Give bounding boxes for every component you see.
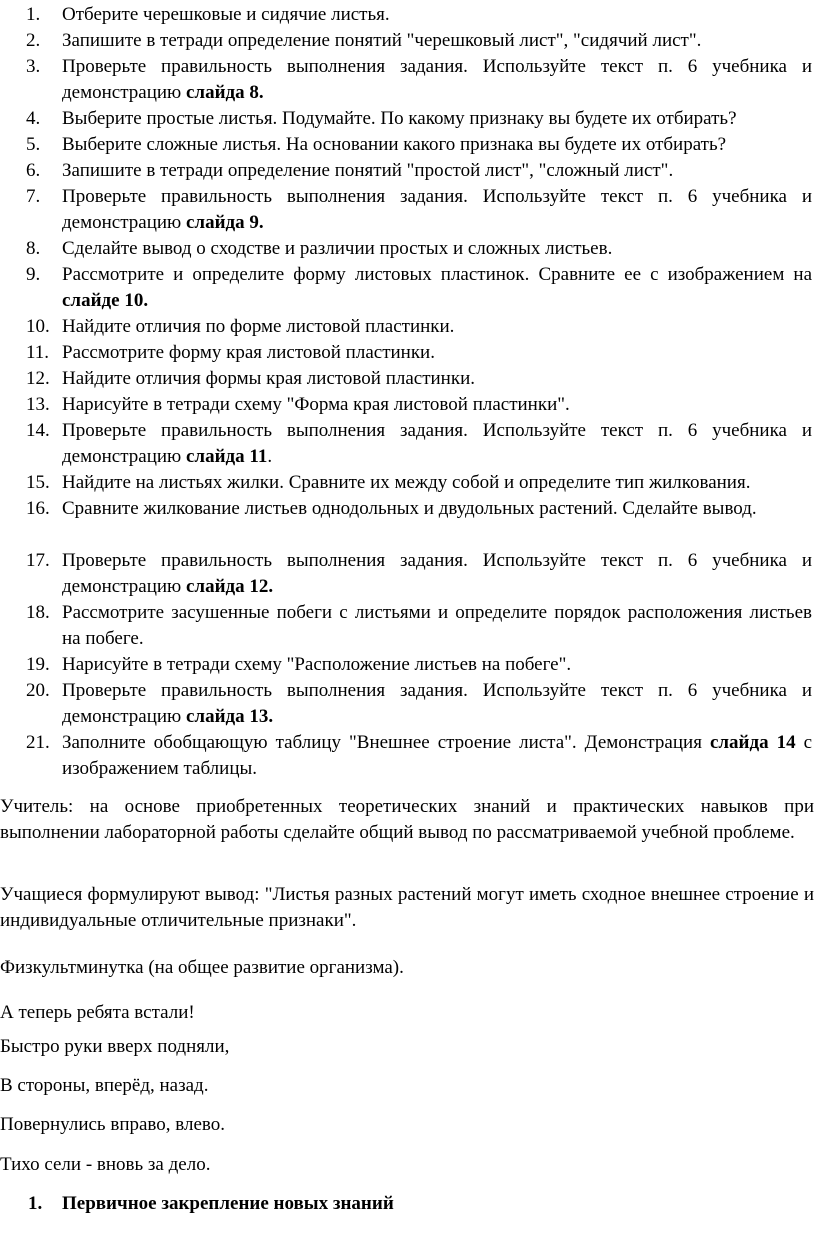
- task-text: [62, 158, 812, 184]
- task-text-main: Рассмотрите и определите форму листовых пластинок. Сравните ее с изображением на: [62, 264, 812, 285]
- task-text: [62, 106, 812, 132]
- task-item: [0, 678, 814, 730]
- task-text-main: Проверьте правильность выполнения задания. Используйте текст п. 6 учебника и демонстрацию: [62, 420, 812, 467]
- task-text-main: Запишите в тетради определение понятий "черешковый лист", "сидячий лист".: [62, 30, 702, 51]
- section-heading-number: 1.: [28, 1193, 43, 1214]
- task-item: [0, 28, 814, 54]
- task-text: [62, 54, 812, 106]
- task-text-main: Проверьте правильность выполнения задания. Используйте текст п. 6 учебника и демонстрацию: [62, 680, 812, 727]
- task-number: 21.: [26, 732, 50, 753]
- task-item: [0, 496, 814, 522]
- task-text: [62, 548, 812, 600]
- task-number: 1.: [26, 4, 41, 25]
- poem-line: Тихо сели - вновь за дело.: [0, 1154, 211, 1175]
- physical-minute-line: Физкультминутка (на общее развитие организма).: [0, 957, 404, 978]
- task-number: 7.: [26, 186, 41, 207]
- poem-line: Быстро руки вверх подняли,: [0, 1036, 230, 1057]
- task-item: [0, 600, 814, 652]
- task-number: 19.: [26, 654, 50, 675]
- task-text: [62, 366, 812, 392]
- teacher-paragraph: Учитель: на основе приобретенных теоретических знаний и практических навыков при выполнении лабораторной работы сделайте общий вывод по рассматриваемой учебной проблеме.: [0, 796, 814, 843]
- task-item: [0, 366, 814, 392]
- poem-line: А теперь ребята встали!: [0, 1002, 195, 1023]
- task-text-main: Рассмотрите засушенные побеги с листьями и определите порядок расположения листьев на побеге.: [62, 602, 812, 649]
- task-number: 6.: [26, 160, 41, 181]
- task-text-main: Найдите отличия формы края листовой пластинки.: [62, 368, 475, 389]
- task-text-main: Выберите сложные листья. На основании какого признака вы будете их отбирать?: [62, 134, 727, 155]
- task-text: [62, 730, 812, 782]
- task-text: [62, 418, 812, 470]
- task-number: 16.: [26, 498, 50, 519]
- poem-line: В стороны, вперёд, назад.: [0, 1075, 209, 1096]
- task-text-main: Найдите отличия по форме листовой пластинки.: [62, 316, 455, 337]
- task-text: [62, 262, 812, 314]
- task-number: 3.: [26, 56, 41, 77]
- task-item: [0, 54, 814, 106]
- task-item: [0, 158, 814, 184]
- task-number: 8.: [26, 238, 41, 259]
- task-item: [0, 106, 814, 132]
- task-item: [0, 470, 814, 496]
- students-paragraph: Учащиеся формулируют вывод: "Листья разных растений могут иметь сходное внешнее строение и индивидуальные отличительные признаки".: [0, 884, 814, 931]
- task-number: 17.: [26, 550, 50, 571]
- task-text-main: Сравните жилкование листьев однодольных и двудольных растений. Сделайте вывод.: [62, 498, 757, 519]
- slide-reference: слайде 10.: [62, 290, 149, 311]
- task-text: [62, 652, 812, 678]
- task-text-main: Найдите на листьях жилки. Сравните их между собой и определите тип жилкования.: [62, 472, 751, 493]
- task-item: [0, 236, 814, 262]
- task-number: 2.: [26, 30, 41, 51]
- task-text-main: Проверьте правильность выполнения задания. Используйте текст п. 6 учебника и демонстрацию: [62, 186, 812, 233]
- slide-reference: слайда 13.: [185, 706, 274, 727]
- task-text-main: Рассмотрите форму края листовой пластинки.: [62, 342, 435, 363]
- task-number: 12.: [26, 368, 50, 389]
- task-text-main: Нарисуйте в тетради схему "Форма края листовой пластинки".: [62, 394, 570, 415]
- task-item: [0, 418, 814, 470]
- task-item: [0, 730, 814, 782]
- task-item: [0, 132, 814, 158]
- task-text: [62, 236, 812, 262]
- task-text: [62, 2, 812, 28]
- task-text-main: Заполните обобщающую таблицу "Внешнее строение листа". Демонстрация: [62, 732, 710, 753]
- task-item: [0, 2, 814, 28]
- task-item: [0, 340, 814, 366]
- task-number: 5.: [26, 134, 41, 155]
- task-text: [62, 184, 812, 236]
- task-text-main: Отберите черешковые и сидячие листья.: [62, 4, 390, 25]
- task-text-tail: .: [267, 446, 273, 467]
- task-text-main: Проверьте правильность выполнения задания. Используйте текст п. 6 учебника и демонстрацию: [62, 56, 812, 103]
- task-text: [62, 132, 812, 158]
- section-heading-text: Первичное закрепление новых знаний: [62, 1193, 394, 1214]
- poem-line: Повернулись вправо, влево.: [0, 1114, 225, 1135]
- task-text: [62, 314, 812, 340]
- task-number: 14.: [26, 420, 50, 441]
- slide-reference: слайда 11: [185, 446, 268, 467]
- task-number: 9.: [26, 264, 41, 285]
- task-item: [0, 184, 814, 236]
- task-text-main: Нарисуйте в тетради схему "Расположение листьев на побеге".: [62, 654, 572, 675]
- slide-reference: слайда 8.: [185, 82, 264, 103]
- task-text: [62, 392, 812, 418]
- task-number: 11.: [26, 342, 50, 363]
- task-text-main: Сделайте вывод о сходстве и различии простых и сложных листьев.: [62, 238, 613, 259]
- task-item: [0, 262, 814, 314]
- task-number: 15.: [26, 472, 50, 493]
- slide-reference: слайда 9.: [185, 212, 264, 233]
- task-item: [0, 548, 814, 600]
- task-number: 13.: [26, 394, 50, 415]
- task-item: [0, 652, 814, 678]
- task-text-tail: с изображением таблицы.: [62, 732, 812, 779]
- task-text: [62, 496, 812, 522]
- task-text-main: Проверьте правильность выполнения задания. Используйте текст п. 6 учебника и демонстрацию: [62, 550, 812, 597]
- task-item: [0, 314, 814, 340]
- task-number: 20.: [26, 680, 50, 701]
- slide-reference: слайда 14: [709, 732, 796, 753]
- task-text: [62, 470, 812, 496]
- section-heading: [28, 1191, 394, 1217]
- task-text: [62, 600, 812, 652]
- task-text: [62, 678, 812, 730]
- task-item: [0, 392, 814, 418]
- task-text: [62, 340, 812, 366]
- task-number: 10.: [26, 316, 50, 337]
- task-number: 4.: [26, 108, 41, 129]
- task-text-main: Запишите в тетради определение понятий "простой лист", "сложный лист".: [62, 160, 674, 181]
- slide-reference: слайда 12.: [185, 576, 274, 597]
- task-text-main: Выберите простые листья. Подумайте. По какому признаку вы будете их отбирать?: [62, 108, 737, 129]
- task-text: [62, 28, 812, 54]
- task-number: 18.: [26, 602, 50, 623]
